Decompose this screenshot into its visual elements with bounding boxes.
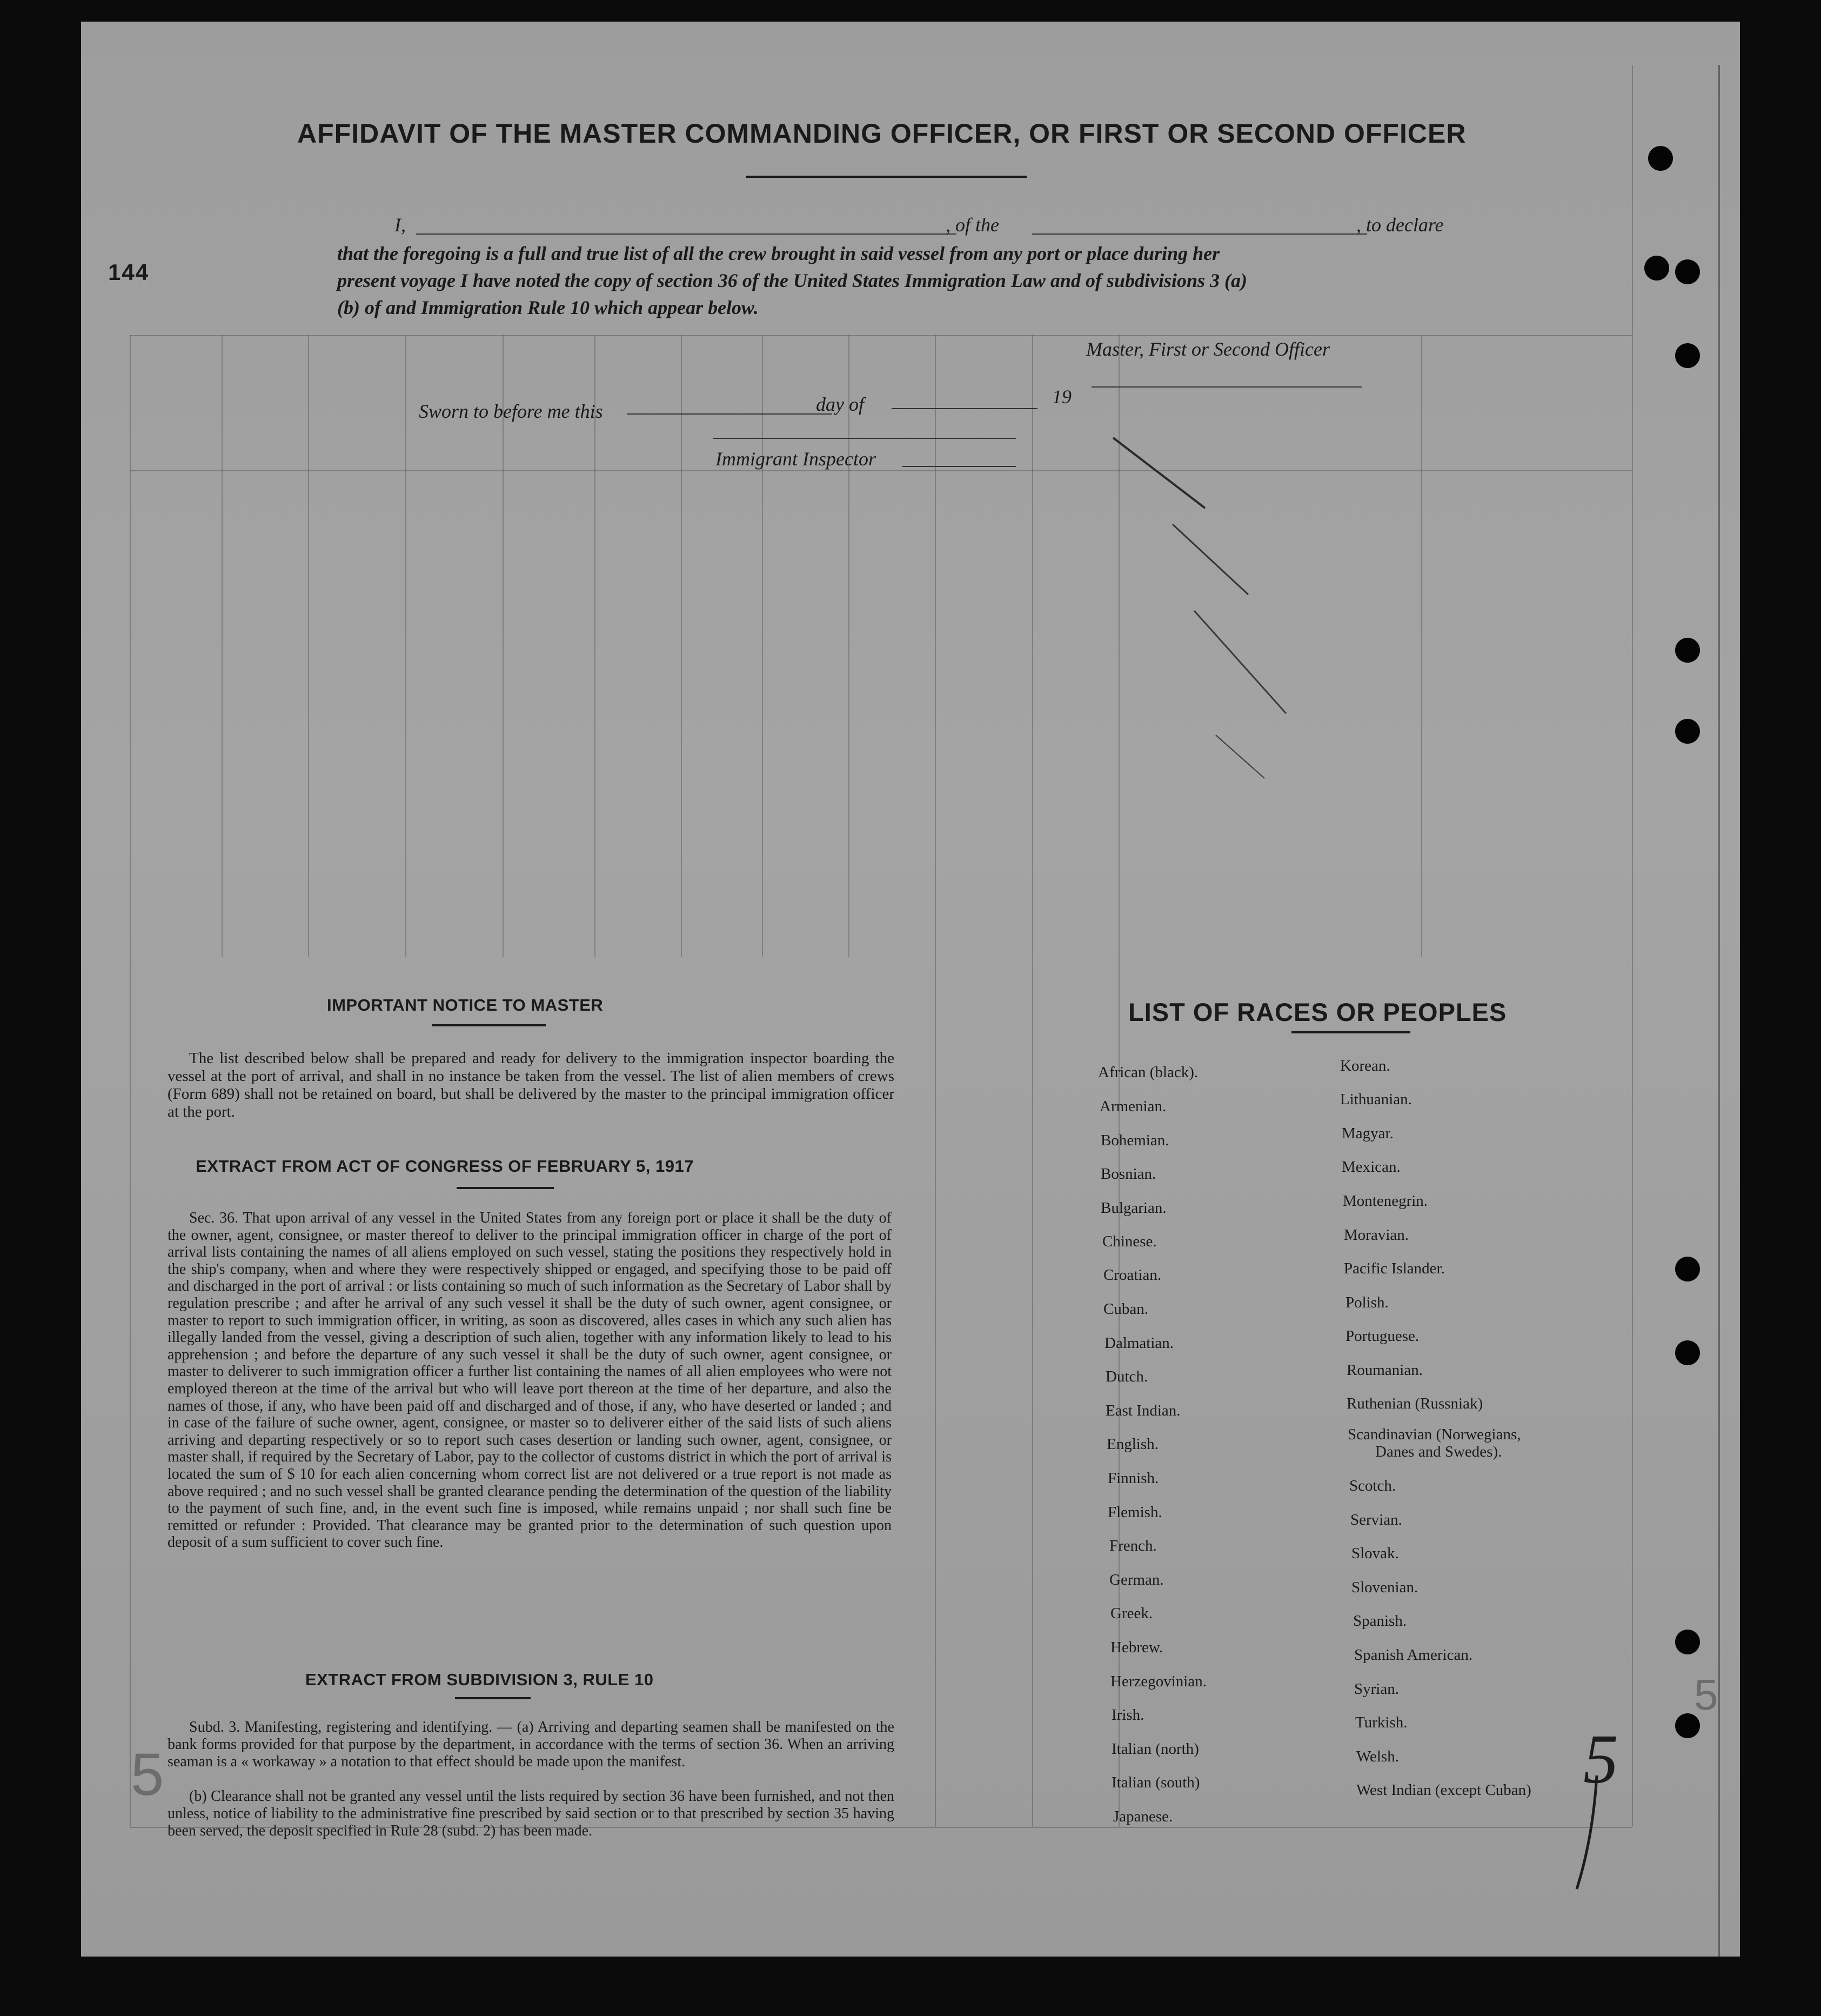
notice-text: The list described below shall be prepared and ready for delivery to the immigration inspector boarding the vessel at the port of arrival, and shall in no instance be taken from the vessel. The list of alien members of crews (Form 689) shall not be retained on board, but shall be delivered by the master to the principal immigration officer at the port. xyxy=(168,1050,894,1120)
handwritten-stroke xyxy=(1572,1773,1605,1892)
race-item: Italian (north) xyxy=(1112,1740,1199,1758)
race-item: Greek. xyxy=(1110,1605,1153,1622)
punch-hole xyxy=(1675,343,1700,368)
year-prefix: 19 xyxy=(1052,386,1072,408)
race-item: Welsh. xyxy=(1356,1748,1400,1765)
affidavit-title: AFFIDAVIT OF THE MASTER COMMANDING OFFICER, OR FIRST OR SECOND OFFICER xyxy=(297,118,1467,149)
race-item: English. xyxy=(1107,1436,1159,1453)
race-item: Dutch. xyxy=(1106,1368,1148,1385)
act-text: Sec. 36. That upon arrival of any vessel in the United States from any foreign port or place it shall be the duty of the owner, agent, consignee, or master thereof to deliver to the principal immigration officer in charge of the port of arrival lists containing the names of all aliens employed on such vessel, stating the positions they respectively hold in the ship's company, when and where they were respectively shipped or engaged, and specifying those to be paid off and discharged in the port of arrival : or lists containing so much of such information as the Secretary of Labor shall by regulation prescribe ; and after he arrival of any such vessel it shall be the duty of such owner, agent consignee, or master to report to such immigration officer, in writing, as soon as discovered, alles cases in which any such alien has illegally landed from the vessel, giving a description of such alien, together with any information likely to lead to his apprehension ; and before the departure of any such vessel it shall be the duty of such owner, agent consignee, or master to deliverer to such immigration officer a further list containing the names of all alien employees who were not employed thereon at the time of the arrival but who will leave port thereon at the time of her departure, and also the names of those, if any, who have been paid off and discharged and of those, if any, who have deserted or landed ; and in case of the failure of suche owner, agent, consignee, or master so to deliverer either of the said lists of such aliens arriving and departing respectively or so to report such cases desertion or landing such owner, agent, consignee, or master shall, if required by the Secretary of Labor, pay to the collector of customs district in which the port of arrival is located the sum of $ 10 for each alien concerning whom correct list are not delivered or a true report is not made as above required ; and no such vessel shall be granted clearance pending the determination of the question of the liability to the payment of such fine, and, in the event such fine is imposed, while remains unpaid ; nor shall such fine be remitted or refunder : Provided. That clearance may be granted prior to the determination of such question upon deposit of a sum sufficient to cover such fine. xyxy=(168,1210,892,1551)
race-item: French. xyxy=(1109,1537,1157,1554)
name-blank xyxy=(416,233,956,235)
race-item: Bohemian. xyxy=(1101,1132,1169,1149)
race-item: Pacific Islander. xyxy=(1344,1260,1445,1277)
affidavit-declare: , to declare xyxy=(1356,214,1444,236)
race-item: Syrian. xyxy=(1354,1680,1399,1698)
punch-hole xyxy=(1675,1340,1700,1365)
punch-hole xyxy=(1675,638,1700,663)
race-item: Scandinavian (Norwegians, xyxy=(1348,1426,1521,1443)
punch-hole xyxy=(1675,1257,1700,1281)
race-item: Bosnian. xyxy=(1101,1165,1156,1183)
race-item: East Indian. xyxy=(1106,1402,1181,1419)
notice-title: IMPORTANT NOTICE TO MASTER xyxy=(327,996,604,1014)
rule-text-b: (b) Clearance shall not be granted any vessel until the lists required by section 36 have been furnished, and not then unless, notice of liability to the administrative fine prescribed by said section or to that prescribed by section 35 having been served, the deposit specified in Rule 28 (subd. 2) has been made. xyxy=(168,1788,894,1839)
races-title: LIST OF RACES OR PEOPLES xyxy=(1128,998,1507,1026)
race-item: Slovenian. xyxy=(1351,1579,1418,1596)
sworn-day-blank xyxy=(627,413,832,415)
race-item: Moravian. xyxy=(1344,1226,1409,1244)
inspector-label: Immigrant Inspector xyxy=(715,448,876,470)
pen-strokes xyxy=(1108,432,1335,919)
race-item: German. xyxy=(1109,1571,1164,1588)
race-item: Spanish American. xyxy=(1354,1646,1473,1664)
rule-title: EXTRACT FROM SUBDIVISION 3, RULE 10 xyxy=(305,1670,654,1689)
race-item: Italian (south) xyxy=(1112,1774,1200,1791)
handwritten-mark: 5 xyxy=(1583,1720,1618,1798)
title-rule xyxy=(746,176,1027,178)
race-item: Scotch. xyxy=(1349,1477,1396,1494)
race-item: Irish. xyxy=(1112,1706,1144,1724)
race-item: Chinese. xyxy=(1102,1233,1157,1250)
notice-rule xyxy=(432,1024,546,1026)
race-item: Flemish. xyxy=(1108,1504,1162,1521)
sworn-label: Sworn to before me this xyxy=(419,400,603,422)
affidavit-line3: present voyage I have noted the copy of section 36 of the United States Immigration Law and of subdivisions 3 (a) xyxy=(337,270,1247,291)
race-item: Armenian. xyxy=(1100,1098,1167,1115)
vessel-blank xyxy=(1032,233,1367,235)
inspector-blank xyxy=(902,466,1016,467)
act-title: EXTRACT FROM ACT OF CONGRESS OF FEBRUARY 5, 1917 xyxy=(196,1157,694,1176)
punch-hole xyxy=(1675,719,1700,744)
affidavit-line4: (b) of and Immigration Rule 10 which appear below. xyxy=(337,297,759,318)
inspector-blank-top xyxy=(713,438,1016,439)
race-item: Roumanian. xyxy=(1347,1361,1423,1379)
race-item: Herzegovinian. xyxy=(1110,1673,1207,1690)
race-item: Magyar. xyxy=(1342,1125,1394,1142)
race-item: Croatian. xyxy=(1103,1266,1162,1284)
punch-hole xyxy=(1644,256,1669,281)
form-page xyxy=(81,22,1740,1957)
day-of-label: day of xyxy=(816,393,864,415)
punch-hole xyxy=(1675,259,1700,284)
race-item: Mexican. xyxy=(1342,1158,1401,1176)
races-rule xyxy=(1291,1031,1410,1033)
master-label: Master, First or Second Officer xyxy=(1086,338,1330,360)
race-item: Slovak. xyxy=(1351,1545,1399,1562)
race-item: African (black). xyxy=(1098,1064,1199,1081)
race-item: Portuguese. xyxy=(1345,1327,1420,1345)
sworn-month-blank xyxy=(892,408,1037,409)
right-edge-stamp: 5 xyxy=(1694,1671,1718,1719)
punch-hole xyxy=(1648,146,1673,171)
left-stamp: 144 xyxy=(108,259,150,285)
rule-text-a: Subd. 3. Manifesting, registering and identifying. — (a) Arriving and departing seamen shall be manifested on the bank forms provided for that purpose by the department, in accordance with the terms of section 36. When an arriving seaman is a « workaway » a notation to that effect should be made upon the manifest. xyxy=(168,1719,894,1770)
bottom-left-stamp: 5 xyxy=(131,1741,164,1808)
signature-blank xyxy=(1092,386,1362,388)
rule-rule xyxy=(455,1697,531,1699)
punch-hole xyxy=(1675,1630,1700,1654)
race-item: Turkish. xyxy=(1355,1714,1408,1731)
race-item: Dalmatian. xyxy=(1104,1334,1174,1352)
race-item: Montenegrin. xyxy=(1343,1192,1428,1210)
race-item: Cuban. xyxy=(1103,1300,1148,1318)
race-item: Lithuanian. xyxy=(1340,1091,1412,1108)
race-item: Bulgarian. xyxy=(1101,1199,1167,1217)
affidavit-line2: that the foregoing is a full and true list of all the crew brought in said vessel from any port or place during her xyxy=(337,243,1220,264)
affidavit-i: I, xyxy=(394,214,406,236)
race-item: Korean. xyxy=(1340,1057,1390,1074)
act-rule xyxy=(457,1187,554,1189)
race-item: Spanish. xyxy=(1353,1612,1407,1630)
affidavit-of-the: , of the xyxy=(946,214,999,236)
race-item: Polish. xyxy=(1345,1294,1389,1311)
race-item: Ruthenian (Russniak) xyxy=(1347,1395,1483,1412)
punch-hole xyxy=(1675,1713,1700,1738)
race-item: Japanese. xyxy=(1113,1808,1173,1825)
race-item: Finnish. xyxy=(1108,1470,1159,1487)
race-item: West Indian (except Cuban) xyxy=(1356,1781,1531,1799)
race-item: Hebrew. xyxy=(1110,1639,1163,1656)
race-item: Servian. xyxy=(1350,1511,1402,1528)
race-item: Danes and Swedes). xyxy=(1375,1443,1502,1460)
